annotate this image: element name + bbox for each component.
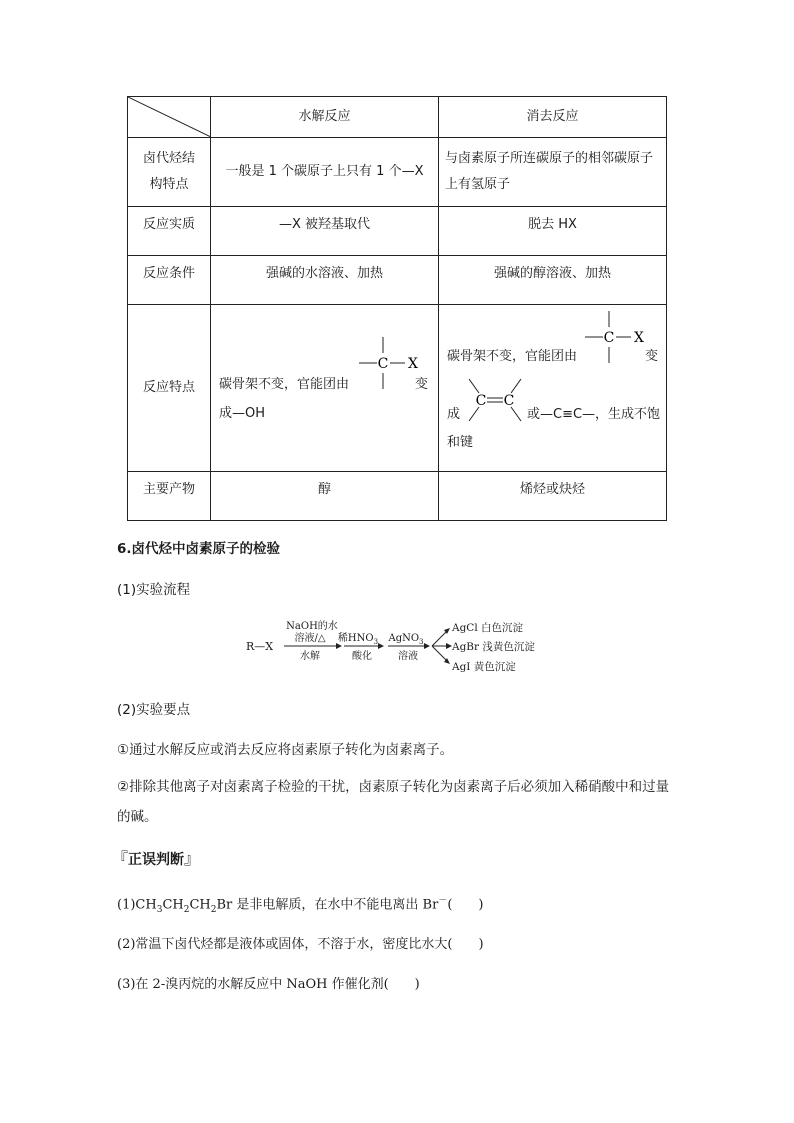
essence-elimination: 脱去 HX [439, 207, 667, 256]
diagonal-line [128, 97, 211, 137]
experiment-flow-diagram [240, 612, 570, 680]
conditions-elimination: 强碱的醇溶液、加热 [439, 256, 667, 305]
flow-step1-top: NaOH的水 [286, 621, 338, 632]
c-double-bond-c-icon [461, 377, 531, 433]
features-elimination-text-a: 碳骨架不变，官能团由 [447, 349, 578, 364]
conditions-hydrolysis: 强碱的水溶液、加热 [211, 256, 439, 305]
question-2: (2)常温下卤代烃都是液体或固体，不溶于水，密度比水大( ) [117, 937, 484, 952]
flow-step2-top-sub: 3 [373, 638, 379, 646]
features-hydrolysis [211, 305, 439, 472]
products-hydrolysis: 醇 [211, 472, 439, 521]
judge-title: 『正误判断』 [112, 849, 201, 868]
row-label-essence: 反应实质 [128, 207, 211, 256]
flow-step1-top2: 溶液/△ [294, 633, 326, 644]
flow-result-agi: AgI 黄色沉淀 [452, 661, 516, 673]
arrow-head-3 [424, 643, 430, 649]
question-3: (3)在 2-溴丙烷的水解反应中 NaOH 作催化剂( ) [117, 977, 420, 992]
flow-result-agbr: AgBr 浅黄色沉淀 [452, 641, 535, 653]
question-1: $(1)CH_3CH_2CH_2Br$ 是非电解质，在水中不能电离出 Br－( ) [117, 896, 484, 915]
flow-result-agcl: AgCl 白色沉淀 [452, 622, 524, 634]
svg-text:稀HNO3 [338, 631, 378, 646]
structure-elimination: 与卤素原子所连碳原子的相邻碳原子上有氢原子 [439, 138, 667, 207]
features-elimination-text-d: 或—C≡C—，生成不饱 [527, 407, 661, 422]
flow-step3-top-sub: 3 [419, 638, 424, 646]
row-label-structure: 卤代烃结 构特点 [128, 138, 211, 207]
svg-text:C: C [377, 356, 389, 372]
essence-hydrolysis: —X 被羟基取代 [211, 207, 439, 256]
point-1: ①通过水解反应或消去反应将卤素原子转化为卤素离子。 [117, 742, 454, 758]
features-elimination-text-c: 成 [447, 407, 461, 422]
diagonal-header-cell [128, 97, 211, 138]
header-hydrolysis: 水解反应 [211, 97, 439, 138]
branch-line-1 [432, 632, 446, 646]
c-x-fragment-icon [355, 333, 425, 393]
arrow-head-2 [378, 643, 384, 649]
svg-text:C: C [503, 393, 515, 409]
flow-step2-bottom: 酸化 [352, 651, 372, 662]
c-x-fragment-icon [581, 307, 651, 367]
features-elimination-text-e: 和键 [447, 435, 474, 450]
branch-line-3 [432, 646, 446, 660]
svg-text:C: C [603, 330, 615, 346]
features-hydrolysis-text-b: 变 [415, 377, 429, 392]
points-label: (2)实验要点 [117, 702, 191, 718]
row-label-features: 反应特点 [128, 305, 211, 472]
row-label-products: 主要产物 [128, 472, 211, 521]
point-2: ②排除其他离子对卤素离子检验的干扰，卤素原子转化为卤素离子后必须加入稀硝酸中和过量的碱。 [117, 779, 670, 825]
header-elimination: 消去反应 [439, 97, 667, 138]
products-elimination: 烯烃或炔烃 [439, 472, 667, 521]
svg-text:X: X [408, 356, 418, 372]
features-elimination [439, 305, 667, 472]
features-elimination-text-b: 变 [645, 349, 659, 364]
svg-text:AgNO3 [387, 633, 423, 646]
flow-step3-top: AgNO [388, 633, 420, 644]
svg-text:C: C [475, 393, 487, 409]
flow-start: R—X [246, 640, 274, 653]
flow-step3-bottom: 溶液 [398, 651, 418, 662]
flow-step2-top: 稀HNO [337, 633, 374, 644]
flow-label: (1)实验流程 [117, 582, 191, 598]
features-hydrolysis-text-c: 成—OH [219, 406, 266, 421]
svg-text:X: X [634, 330, 644, 346]
comparison-table [127, 96, 667, 521]
structure-hydrolysis: 一般是 1 个碳原子上只有 1 个—X [211, 138, 439, 207]
row-label-conditions: 反应条件 [128, 256, 211, 305]
flow-step1-bottom: 水解 [300, 651, 320, 662]
section-title: 6.卤代烃中卤素原子的检验 [117, 541, 281, 557]
features-hydrolysis-text-a: 碳骨架不变，官能团由 [219, 377, 350, 392]
